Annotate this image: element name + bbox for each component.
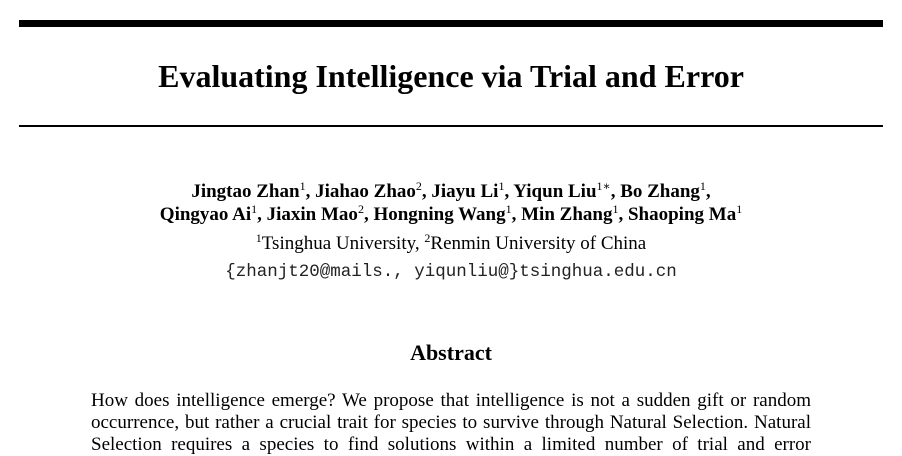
author-name: Min Zhang <box>521 204 613 225</box>
author <box>191 181 315 202</box>
affiliation-sep: , <box>414 233 425 254</box>
title-top-rule <box>19 20 883 27</box>
author-affil-mark: 1 <box>736 202 743 216</box>
author <box>373 204 521 225</box>
author-sep: , <box>511 204 522 225</box>
affiliation-name: Renmin University of China <box>430 233 647 254</box>
author-name: Shaoping Ma <box>627 204 737 225</box>
author-sep: , <box>305 181 316 202</box>
author-line-1 <box>0 180 902 203</box>
author <box>160 204 267 225</box>
author <box>628 204 742 225</box>
author-affil-mark: 2 <box>357 202 364 216</box>
author-sep: , <box>504 181 514 202</box>
author-name: Jiayu Li <box>431 181 499 202</box>
abstract-line: Selection requires a species to find solutions within a limited number of trial and error <box>91 434 811 455</box>
author-name: Jiahao Zhao <box>315 181 416 202</box>
paper-title: Evaluating Intelligence via Trial and Error <box>158 58 744 94</box>
author <box>315 181 431 202</box>
abstract-line: occurrence, but rather a crucial trait for species to survive through Natural Selection. Natural <box>91 412 811 433</box>
affiliation-name: Tsinghua University <box>261 233 415 254</box>
affiliation-mark: 2 <box>424 231 431 245</box>
author-affil-mark: 1 <box>251 202 258 216</box>
author-name: Bo Zhang <box>620 181 700 202</box>
abstract-heading: Abstract <box>410 340 492 365</box>
author-sep: , <box>257 204 267 225</box>
author-name: Jingtao Zhan <box>191 181 300 202</box>
author-sep: , <box>618 204 628 225</box>
author <box>513 181 620 202</box>
author <box>267 204 374 225</box>
author-affil-mark: 1∗ <box>596 179 611 193</box>
author <box>521 204 628 225</box>
author-affil-mark: 1 <box>505 202 512 216</box>
author-name: Qingyao Ai <box>159 204 252 225</box>
author-block <box>0 180 902 226</box>
author-affil-mark: 1 <box>498 179 505 193</box>
author-name: Yiqun Liu <box>513 181 597 202</box>
contact-email: {zhanjt20@mails., yiqunliu@}tsinghua.edu.cn <box>225 262 677 282</box>
affiliation-mark: 1 <box>255 231 262 245</box>
author <box>431 181 513 202</box>
title-bottom-rule <box>19 125 883 127</box>
author <box>620 181 710 202</box>
author-sep: , <box>610 181 621 202</box>
abstract-body <box>91 390 811 456</box>
author-affil-mark: 2 <box>415 179 422 193</box>
author-name: Jiaxin Mao <box>266 204 358 225</box>
author-name: Hongning Wang <box>373 204 506 225</box>
author-line-2 <box>0 203 902 226</box>
abstract-line: How does intelligence emerge? We propose that intelligence is not a sudden gift or random <box>91 390 811 411</box>
author-sep: , <box>705 181 711 202</box>
affiliations <box>0 231 902 257</box>
author-affil-mark: 1 <box>699 179 706 193</box>
author-sep: , <box>363 204 374 225</box>
author-affil-mark: 1 <box>612 202 619 216</box>
author-sep: , <box>421 181 432 202</box>
author-affil-mark: 1 <box>299 179 306 193</box>
